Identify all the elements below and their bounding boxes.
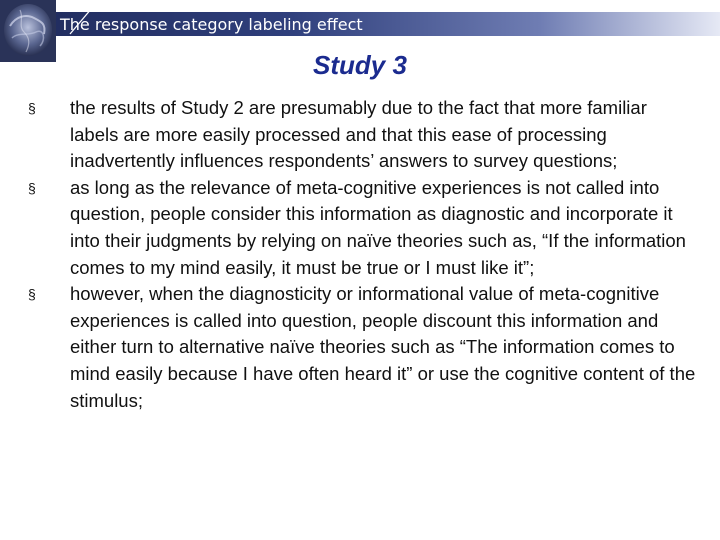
bullet-marker-icon: § [28, 179, 36, 196]
slide-title: Study 3 [313, 50, 407, 80]
bullet-marker-icon: § [28, 286, 36, 303]
bullet-item [28, 175, 698, 281]
bullet-item [28, 281, 698, 414]
bullet-item [28, 95, 698, 175]
header-title: The response category labeling effect [60, 15, 363, 34]
bullet-text: the results of Study 2 are presumably due to the fact that more familiar labels are more easily processed and that this ease of processing inadvertently influences respondents’ answers to survey questions; [70, 97, 647, 172]
bullet-text: however, when the diagnosticity or informational value of meta-cognitive experiences is called into question, people discount this information and either turn to alternative naïve theories such as “The information comes to mind easily because I have often heard it” or use the cognitive content of the stimulus; [70, 283, 696, 411]
bullet-text: as long as the relevance of meta-cognitive experiences is not called into question, people consider this information as diagnostic and incorporate it into their judgments by relying on naïve theories such as, “If the information comes to my mind easily, it must be true or I must like it”; [70, 176, 686, 278]
bullet-marker-icon: § [28, 100, 36, 116]
bullet-list [28, 95, 698, 414]
